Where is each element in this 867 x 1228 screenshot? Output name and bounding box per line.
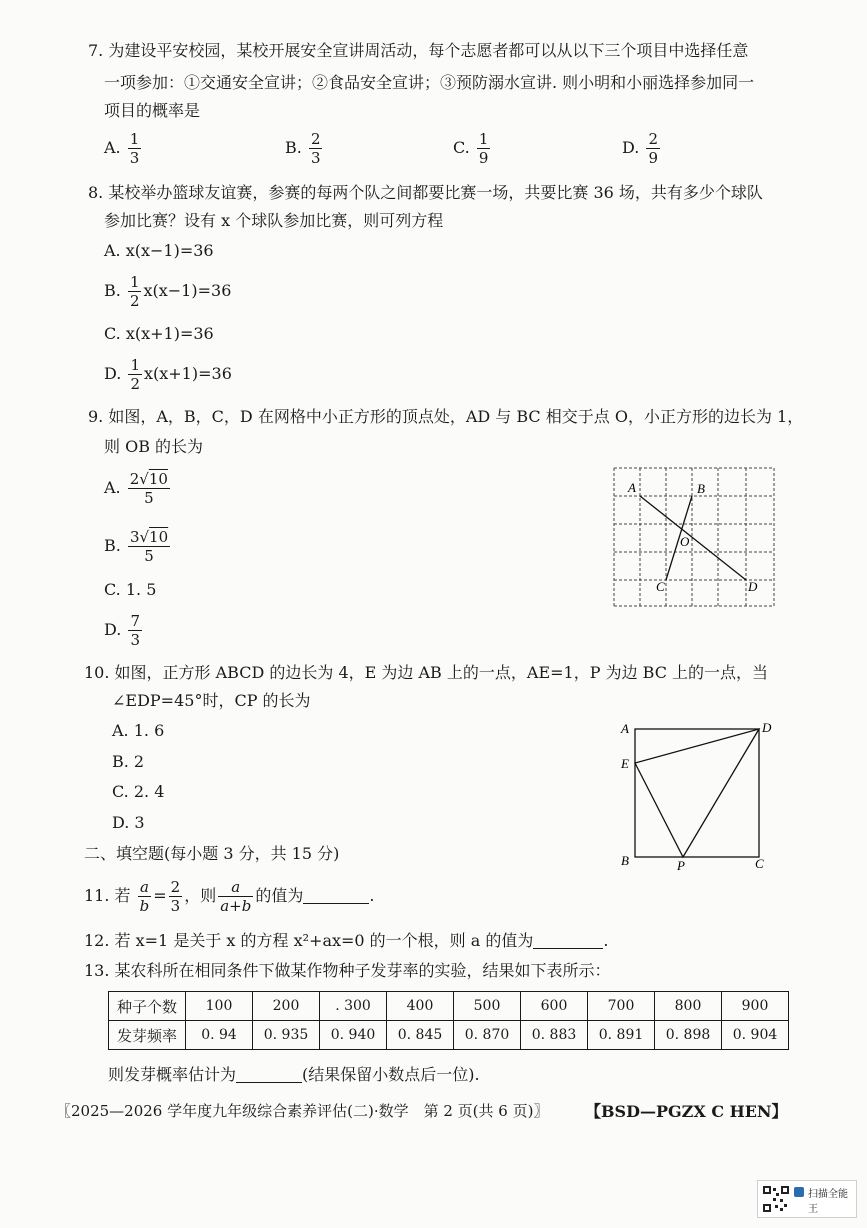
- label-d: D: [748, 579, 758, 594]
- q12-answer-blank[interactable]: [533, 948, 603, 949]
- q9-option-a: A. $\frac{2√10}{5}$: [104, 470, 168, 507]
- q8-option-c: C. x(x+1)=36: [104, 324, 214, 343]
- q7-line1: 7. 为建设平安校园，某校开展安全宣讲周活动，每个志愿者都可以从以下三个项目中选择任意: [88, 41, 749, 60]
- table-cell: 0. 904: [722, 1021, 789, 1050]
- table-cell: 0. 898: [655, 1021, 722, 1050]
- q8-line1: 8. 某校举办篮球友谊赛，参赛的每两个队之间都要比赛一场，共要比赛 36 场，共有多少个球队: [88, 183, 763, 202]
- q13-answer-blank[interactable]: [236, 1082, 302, 1083]
- table-cell: 900: [722, 992, 789, 1021]
- scanner-label: 扫描全能王: [808, 1189, 848, 1215]
- table-row: [109, 992, 789, 1021]
- row-header: 发芽频率: [109, 1021, 186, 1050]
- scanner-app-icon: [794, 1187, 804, 1197]
- square-abcd: [635, 729, 759, 857]
- q7-option-b: B. $\frac{2}{3}$: [285, 130, 321, 167]
- q8-line2: 参加比赛？设有 x 个球队参加比赛，则可列方程: [104, 211, 444, 230]
- q7-line2: 一项参加：①交通安全宣讲；②食品安全宣讲；③预防溺水宣讲. 则小明和小丽选择参加同一: [104, 73, 755, 92]
- q12: 12. 若 x=1 是关于 x 的方程 x²+ax=0 的一个根，则 a 的值为 .: [84, 931, 609, 950]
- q13-line2: 则发芽概率估计为 (结果保留小数点后一位).: [108, 1065, 480, 1084]
- table-cell: 400: [387, 992, 454, 1021]
- label-a: A: [621, 721, 629, 736]
- label-b: B: [697, 481, 705, 496]
- footer-exam-info: 〖2025—2026 学年度九年级综合素养评估(二)·数学 第 2 页(共 6 页)〗: [56, 1102, 549, 1120]
- table-cell: 200: [253, 992, 320, 1021]
- table-cell: 0. 870: [454, 1021, 521, 1050]
- q8-option-a: A. x(x−1)=36: [104, 241, 214, 260]
- q8-option-b: B. $\frac{1}{2}$ x(x−1)=36: [104, 273, 232, 310]
- table-cell: 700: [588, 992, 655, 1021]
- section-2-heading: 二、填空题(每小题 3 分，共 15 分): [84, 844, 340, 863]
- table-cell: 500: [454, 992, 521, 1021]
- segment-ad: [640, 496, 746, 580]
- table-cell: 0. 845: [387, 1021, 454, 1050]
- qr-code-icon: [762, 1185, 790, 1213]
- q10-option-b: B. 2: [112, 752, 145, 771]
- q11: 11. 若 $\frac{a}{b}$ = $\frac{2}{3}$ ，则 $\frac{a}{a+b}$ 的值为 .: [84, 878, 375, 915]
- q9-option-c: C. 1. 5: [104, 580, 157, 599]
- q10-square-figure: [615, 715, 780, 875]
- q11-answer-blank[interactable]: [303, 903, 369, 904]
- table-cell: 0. 883: [521, 1021, 588, 1050]
- label-p: P: [677, 858, 685, 873]
- table-cell: 600: [521, 992, 588, 1021]
- q10-option-c: C. 2. 4: [112, 782, 165, 801]
- label-a: A: [628, 480, 636, 495]
- label-e: E: [621, 756, 629, 771]
- scanner-watermark: [757, 1180, 857, 1218]
- q10-line2: ∠EDP=45°时，CP 的长为: [112, 691, 311, 710]
- label-c: C: [755, 856, 764, 871]
- table-cell: 0. 935: [253, 1021, 320, 1050]
- label-d: D: [762, 720, 772, 735]
- q7-option-c: C. $\frac{1}{9}$: [453, 130, 489, 167]
- table-cell: 0. 891: [588, 1021, 655, 1050]
- q13-line1: 13. 某农科所在相同条件下做某作物种子发芽率的实验，结果如下表所示：: [84, 961, 611, 980]
- q7-option-a: A. $\frac{1}{3}$: [104, 130, 140, 167]
- label-o: O: [680, 534, 690, 549]
- q10-line1: 10. 如图，正方形 ABCD 的边长为 4，E 为边 AB 上的一点，AE=1，P 为边 BC 上的一点，当: [84, 663, 769, 682]
- seed-germination-table: [108, 991, 789, 1050]
- table-cell: 800: [655, 992, 722, 1021]
- table-cell: 0. 940: [320, 1021, 387, 1050]
- q8-option-d: D. $\frac{1}{2}$ x(x+1)=36: [104, 356, 232, 393]
- table-row: [109, 1021, 789, 1050]
- q9-option-d: D. $\frac{7}{3}$: [104, 612, 140, 649]
- q9-line1: 9. 如图，A，B，C，D 在网格中小正方形的顶点处，AD 与 BC 相交于点 O，小正方形的边长为 1，: [88, 407, 804, 426]
- q7-line3: 项目的概率是: [104, 101, 201, 120]
- q9-line2: 则 OB 的长为: [104, 437, 204, 456]
- q10-option-d: D. 3: [112, 813, 145, 832]
- label-b: B: [621, 853, 629, 868]
- label-c: C: [656, 579, 665, 594]
- row-header: 种子个数: [109, 992, 186, 1021]
- footer-code: 【BSD—PGZX C HEN】: [585, 1102, 788, 1121]
- table-cell: 100: [186, 992, 253, 1021]
- q9-grid-figure: [600, 460, 790, 620]
- table-cell: 0. 94: [186, 1021, 253, 1050]
- q10-option-a: A. 1. 6: [112, 721, 165, 740]
- table-cell: . 300: [320, 992, 387, 1021]
- q7-option-d: D. $\frac{2}{9}$: [622, 130, 658, 167]
- triangle-edp: [635, 729, 759, 857]
- q9-option-b: B. $\frac{3√10}{5}$: [104, 528, 169, 565]
